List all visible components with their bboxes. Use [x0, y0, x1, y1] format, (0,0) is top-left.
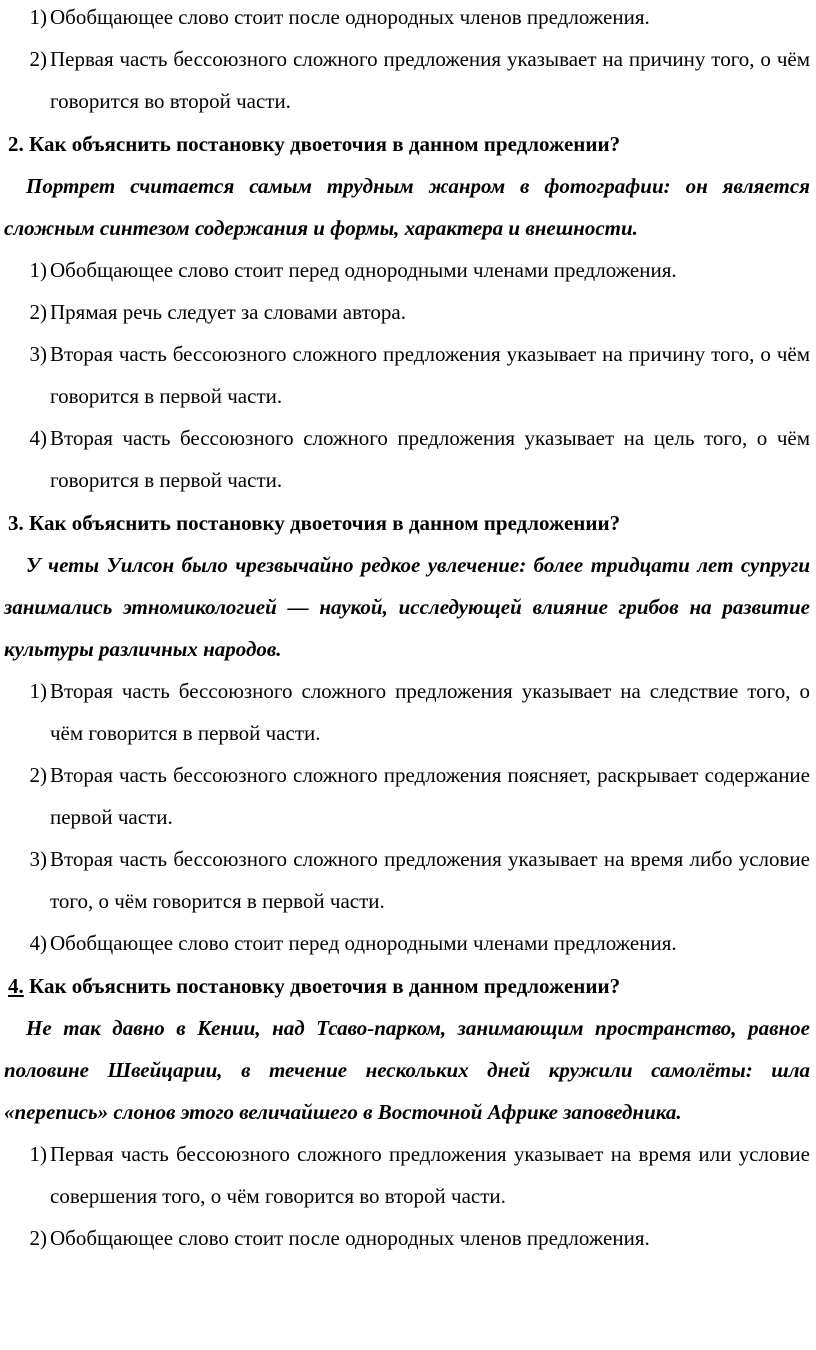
option-number: 4) — [29, 426, 47, 450]
option-text: Первая часть бессоюзного сложного предложения указывает на время или условие совершения того, о чём говорится во второй части. — [50, 1142, 810, 1208]
option-number: 2) — [29, 763, 47, 787]
option-item — [4, 670, 810, 754]
option-item — [4, 754, 810, 838]
option-number: 2) — [29, 300, 47, 324]
option-item — [4, 838, 810, 922]
question-number: 2. — [8, 132, 24, 156]
option-item — [4, 0, 810, 38]
option-item — [4, 1217, 810, 1259]
option-number: 4) — [29, 931, 47, 955]
option-item — [4, 417, 810, 501]
question-heading — [4, 123, 810, 165]
option-item — [4, 1133, 810, 1217]
option-number: 1) — [29, 679, 47, 703]
option-text: Вторая часть бессоюзного сложного предложения указывает на цель того, о чём говорится в первой части. — [50, 426, 810, 492]
option-number: 3) — [29, 847, 47, 871]
option-text: Прямая речь следует за словами автора. — [50, 300, 406, 324]
option-number: 3) — [29, 342, 47, 366]
question-text: Как объяснить постановку двоеточия в данном предложении? — [23, 132, 621, 156]
question-heading — [4, 965, 810, 1007]
option-number: 1) — [29, 258, 47, 282]
option-text: Обобщающее слово стоит после однородных членов предложения. — [50, 1226, 650, 1250]
option-text: Обобщающее слово стоит перед однородными членами предложения. — [50, 258, 677, 282]
option-item — [4, 249, 810, 291]
example-sentence: Портрет считается самым трудным жанром в фотографии: он является сложным синтезом содержания и формы, характера и внешности. — [4, 174, 810, 240]
option-number: 1) — [29, 5, 47, 29]
question-number: 4. — [8, 974, 24, 998]
option-text: Первая часть бессоюзного сложного предложения указывает на причину того, о чём говорится во второй части. — [50, 47, 810, 113]
option-text: Вторая часть бессоюзного сложного предложения указывает на следствие того, о чём говорится в первой части. — [50, 679, 810, 745]
option-number: 1) — [29, 1142, 47, 1166]
option-text: Вторая часть бессоюзного сложного предложения поясняет, раскрывает содержание первой части. — [50, 763, 810, 829]
option-item — [4, 291, 810, 333]
option-text: Вторая часть бессоюзного сложного предложения указывает на причину того, о чём говорится в первой части. — [50, 342, 810, 408]
option-number: 2) — [29, 47, 47, 71]
option-text: Обобщающее слово стоит после однородных членов предложения. — [50, 5, 650, 29]
question-block-3 — [4, 502, 810, 964]
question-block-2 — [4, 123, 810, 501]
question-number: 3. — [8, 511, 24, 535]
example-sentence: Не так давно в Кении, над Тсаво-парком, занимающим пространство, равное половине Швейцарии, в течение нескольких дней кружили самолёты: шла «перепись» слонов этого величайшего в Восточной Африке заповедника. — [4, 1016, 810, 1124]
options-block-1 — [4, 0, 810, 122]
question-text: Как объяснить постановку двоеточия в данном предложении? — [23, 974, 621, 998]
option-item — [4, 333, 810, 417]
option-number: 2) — [29, 1226, 47, 1250]
example-sentence: У четы Уилсон было чрезвычайно редкое увлечение: более тридцати лет супруги занимались этномикологией — наукой, исследующей влияние грибов на развитие культуры различных народов. — [4, 553, 810, 661]
option-item — [4, 922, 810, 964]
option-text: Обобщающее слово стоит перед однородными членами предложения. — [50, 931, 677, 955]
option-item — [4, 38, 810, 122]
question-text: Как объяснить постановку двоеточия в данном предложении? — [23, 511, 621, 535]
question-heading — [4, 502, 810, 544]
question-block-4 — [4, 965, 810, 1259]
option-text: Вторая часть бессоюзного сложного предложения указывает на время либо условие того, о чём говорится в первой части. — [50, 847, 810, 913]
